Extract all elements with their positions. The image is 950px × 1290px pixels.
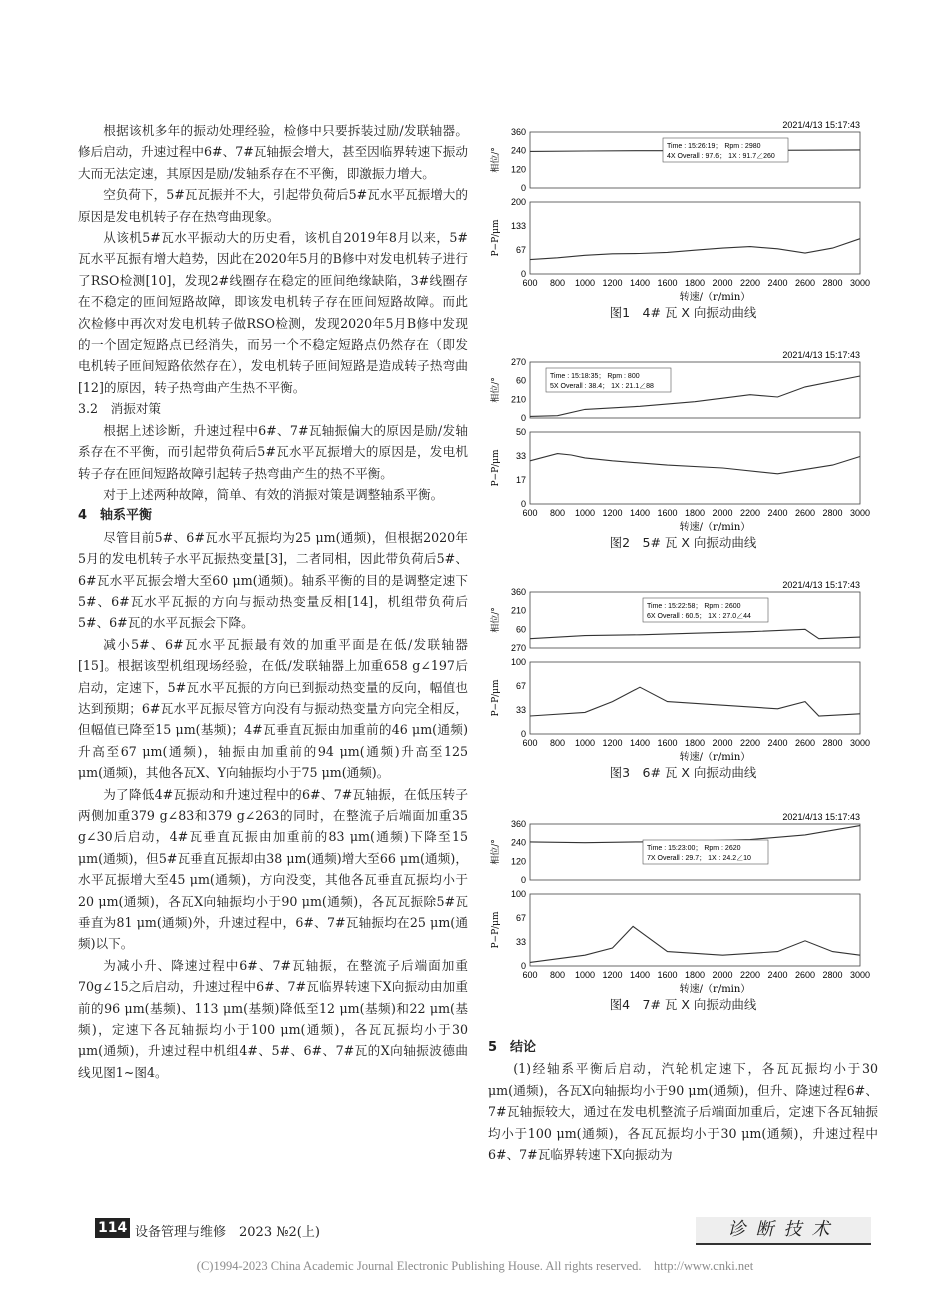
amplitude-line xyxy=(530,454,860,474)
copyright: (C)1994-2023 China Academic Journal Electronic Publishing House. All rights reserved. http://www.cnki.net xyxy=(196,1259,754,1273)
amplitude-line xyxy=(530,687,860,716)
x-tick-label: 1800 xyxy=(684,970,706,980)
x-tick-label: 2000 xyxy=(712,508,733,518)
amplitude-tick-label: 17 xyxy=(515,475,526,485)
paragraph: 为减小升、降速过程中6#、7#瓦轴振，在整流子后端面加重70g∠15之后启动，升速过程中6#、7#瓦临界转速下X向振动由加重前的96 μm(基频)、113 μm(基频)降低至12 μm(基频)和22 μm(基频)，定速下各瓦轴振均小于100 μm(通频)，各瓦瓦振均小于30 μm(通频)，升速过程中机组4#、5#、6#、7#瓦的X向轴振波德曲线见图1~图4。 xyxy=(78,957,468,1080)
timestamp: 2021/4/13 15:17:43 xyxy=(782,120,860,130)
x-tick-label: 600 xyxy=(522,970,538,980)
paragraph: 空负荷下，5#瓦瓦振并不大，引起带负荷后5#瓦水平瓦振增大的原因是发电机转子存在热弯曲现象。 xyxy=(78,187,468,224)
x-tick-label: 600 xyxy=(522,508,538,518)
x-tick-label: 2800 xyxy=(822,278,843,288)
figure-2 xyxy=(488,348,878,551)
x-tick-label: 1200 xyxy=(602,508,623,518)
amplitude-tick-label: 100 xyxy=(510,657,526,667)
phase-axis-label: 相位/° xyxy=(491,147,501,173)
x-tick-label: 1600 xyxy=(657,738,678,748)
phase-axis-label: 相位/° xyxy=(491,377,501,403)
phase-axis-label: 相位/° xyxy=(491,607,501,633)
x-axis-label: 转速/（r/min） xyxy=(679,292,751,303)
x-tick-label: 2800 xyxy=(822,508,843,518)
timestamp: 2021/4/13 15:17:43 xyxy=(782,580,860,590)
info-line: Time : 15:18:35； Rpm : 800 xyxy=(550,373,640,380)
amplitude-panel-frame xyxy=(530,662,860,734)
phase-tick-label: 210 xyxy=(510,394,526,405)
phase-tick-label: 120 xyxy=(510,164,526,175)
x-axis-label: 转速/（r/min） xyxy=(679,522,751,533)
info-line: Time : 15:23:00； Rpm : 2620 xyxy=(647,845,741,852)
page-number: 114 xyxy=(95,1218,130,1238)
x-tick-label: 1000 xyxy=(574,970,596,980)
x-tick-label: 1200 xyxy=(602,970,623,980)
figure-3-chart xyxy=(488,578,878,763)
x-tick-label: 1800 xyxy=(684,738,706,748)
amplitude-panel-frame xyxy=(530,894,860,966)
journal-name: 设备管理与维修 2023 №2(上) xyxy=(135,1225,320,1240)
x-tick-label: 1800 xyxy=(684,278,706,288)
info-line: 4X Overall : 97.6； 1X : 91.7∠260 xyxy=(667,153,775,160)
phase-tick-label: 210 xyxy=(510,605,526,616)
right-column-text xyxy=(488,1037,878,1165)
x-tick-label: 1800 xyxy=(684,508,706,518)
x-tick-label: 2200 xyxy=(739,278,761,288)
amplitude-tick-label: 133 xyxy=(510,221,526,231)
x-tick-label: 2600 xyxy=(794,970,816,980)
info-line: Time : 15:22:58； Rpm : 2600 xyxy=(647,603,741,610)
x-tick-label: 1000 xyxy=(574,278,596,288)
x-tick-label: 2000 xyxy=(712,970,733,980)
phase-tick-label: 0 xyxy=(520,413,526,423)
phase-tick-label: 0 xyxy=(520,183,526,193)
x-tick-label: 800 xyxy=(549,970,566,980)
paragraph: 从该机5#瓦水平振动大的历史看，该机自2019年8月以来，5#瓦水平瓦振有增大趋势，因此在2020年5月的B修中对发电机转子进行了RSO检测[10]，发现2#线圈存在稳定的匝间绝缘缺陷，3#线圈存在不稳定的匝间短路故障，即该发电机转子存在匝间短路故障。而此次检修中再次对发电机转子做RSO检测，发现2020年5月B修中发现的一个固定短路点已经消失，而另一个不稳定短路点仍然存在（即发电机转子匝间短路依然存在），发电机转子匝间短路是造成转子热弯曲[12]的原因，转子热弯曲产生热不平衡。 xyxy=(78,230,468,395)
amplitude-tick-label: 33 xyxy=(515,451,526,461)
x-tick-label: 2000 xyxy=(712,278,733,288)
x-tick-label: 2400 xyxy=(767,970,788,980)
figure-caption: 图3 6# 瓦 X 向振动曲线 xyxy=(609,765,757,780)
amplitude-tick-label: 67 xyxy=(515,245,526,255)
amplitude-tick-label: 0 xyxy=(520,961,526,971)
amplitude-panel-frame xyxy=(530,202,860,274)
figure-4-chart xyxy=(488,810,878,995)
figure-3 xyxy=(488,578,878,781)
paragraph: (1)经轴系平衡后启动，汽轮机定速下，各瓦瓦振均小于30 μm(通频)，各瓦X向轴振均小于90 μm(通频)，但升、降速过程6#、7#瓦轴振较大，通过在发电机整流子后端面加重后，定速下各瓦轴振均小于100 μm(通频)，各瓦瓦振均小于30 μm(通频)，升速过程中6#、7#瓦临界转速下X向振动为 xyxy=(488,1061,878,1163)
info-line: Time : 15:26:19； Rpm : 2980 xyxy=(667,143,761,150)
x-tick-label: 1000 xyxy=(574,508,596,518)
x-tick-label: 2600 xyxy=(794,738,816,748)
x-tick-label: 1200 xyxy=(602,278,623,288)
paragraph: 为了降低4#瓦振动和升速过程中的6#、7#瓦轴振，在低压转子两侧加重379 g∠83和379 g∠263的同时，在整流子后端面加重35 g∠30后启动，4#瓦垂直瓦振由加重前的83 μm(通频)下降至15 μm(通频)，但5#瓦垂直瓦振却由38 μm(通频)增大至66 μm(通频)，水平瓦振增大至45 μm(通频)，方向没变，其他各瓦垂直瓦振均小于20 μm(通频)，各瓦X向轴振均小于90 μm(通频)，各瓦瓦振除5#瓦垂直为81 μm(通频)外，升速过程中，6#、7#瓦轴振均在25 μm(通频)以下。 xyxy=(78,786,468,952)
x-tick-label: 3000 xyxy=(849,738,871,748)
x-tick-label: 1600 xyxy=(657,278,678,288)
x-tick-label: 1400 xyxy=(629,970,651,980)
phase-tick-label: 360 xyxy=(510,127,526,137)
phase-tick-label: 240 xyxy=(510,837,526,848)
x-tick-label: 3000 xyxy=(849,278,871,288)
x-tick-label: 2600 xyxy=(794,278,816,288)
amplitude-tick-label: 33 xyxy=(515,705,526,715)
x-tick-label: 3000 xyxy=(849,970,871,980)
figure-caption: 图4 7# 瓦 X 向振动曲线 xyxy=(609,997,757,1012)
x-tick-label: 3000 xyxy=(849,508,871,518)
x-tick-label: 2400 xyxy=(767,508,788,518)
figure-caption: 图1 4# 瓦 X 向振动曲线 xyxy=(609,305,757,320)
amplitude-tick-label: 50 xyxy=(515,427,526,437)
paragraph: 尽管目前5#、6#瓦水平瓦振均为25 μm(通频)，但根据2020年5月的发电机转子水平瓦振热变量[3]，二者同相，因此带负荷后5#、6#瓦水平瓦振会增大至60 μm(通频)。轴系平衡的目的是调整定速下5#、6#瓦水平瓦振的方向与振动热变量反相[14]，机组带负荷后5#、6#瓦的水平瓦振会下降。 xyxy=(78,529,468,631)
x-tick-label: 800 xyxy=(549,508,566,518)
info-line: 7X Overall : 29.7； 1X : 24.2∠10 xyxy=(647,855,751,862)
x-tick-label: 2800 xyxy=(822,970,843,980)
x-tick-label: 1400 xyxy=(629,738,651,748)
amplitude-tick-label: 0 xyxy=(520,499,526,509)
amplitude-line xyxy=(530,239,860,260)
amplitude-tick-label: 0 xyxy=(520,729,526,739)
phase-tick-label: 60 xyxy=(515,624,526,635)
section-label: 诊断技术 xyxy=(696,1217,871,1245)
timestamp: 2021/4/13 15:17:43 xyxy=(782,812,860,822)
figure-caption: 图2 5# 瓦 X 向振动曲线 xyxy=(609,535,757,550)
x-tick-label: 2200 xyxy=(739,508,761,518)
phase-tick-label: 120 xyxy=(510,856,526,867)
x-tick-label: 2200 xyxy=(739,970,761,980)
x-tick-label: 1200 xyxy=(602,738,623,748)
x-tick-label: 600 xyxy=(522,278,538,288)
x-tick-label: 800 xyxy=(549,738,566,748)
amplitude-axis-label: P−P/μm xyxy=(491,679,501,717)
left-column xyxy=(78,120,468,1083)
phase-tick-label: 270 xyxy=(510,357,526,367)
x-tick-label: 1000 xyxy=(574,738,596,748)
phase-tick-label: 60 xyxy=(515,375,526,386)
info-line: 6X Overall : 60.5； 1X : 27.0∠44 xyxy=(647,613,751,620)
x-axis-label: 转速/（r/min） xyxy=(679,752,751,763)
amplitude-tick-label: 200 xyxy=(510,197,526,207)
paragraph: 减小5#、6#瓦水平瓦振最有效的加重平面是在低/发联轴器[15]。根据该型机组现场经验，在低/发联轴器上加重658 g∠197后启动，定速下，5#瓦水平瓦振的方向已到振动热变量的反向，幅值也达到预期；6#瓦水平瓦振尽管方向没有与振动热变量方向完全相反，但幅值已降至15 μm(基频)；4#瓦垂直瓦振由加重前的46 μm(通频)升高至67 μm(通频)，轴振由加重前的94 μm(通频)升高至125 μm(通频)，其他各瓦X、Y向轴振均小于75 μm(通频)。 xyxy=(78,636,468,781)
figure-4 xyxy=(488,810,878,1013)
phase-tick-label: 240 xyxy=(510,145,526,156)
phase-tick-label: 0 xyxy=(520,875,526,885)
amplitude-axis-label: P−P/μm xyxy=(491,911,501,949)
figure-1 xyxy=(488,118,878,321)
info-line: 5X Overall : 38.4； 1X : 21.1∠88 xyxy=(550,383,654,390)
x-tick-label: 1400 xyxy=(629,508,651,518)
x-tick-label: 1600 xyxy=(657,508,678,518)
x-tick-label: 2400 xyxy=(767,278,788,288)
phase-tick-label: 360 xyxy=(510,587,526,597)
phase-line xyxy=(530,629,860,638)
amplitude-axis-label: P−P/μm xyxy=(491,449,501,487)
x-tick-label: 2200 xyxy=(739,738,761,748)
amplitude-line xyxy=(530,926,860,962)
x-tick-label: 600 xyxy=(522,738,538,748)
phase-tick-label: 360 xyxy=(510,819,526,829)
paragraph: 对于上述两种故障，简单、有效的消振对策是调整轴系平衡。 xyxy=(103,486,444,502)
figure-2-chart xyxy=(488,348,878,533)
amplitude-tick-label: 33 xyxy=(515,937,526,947)
phase-axis-label: 相位/° xyxy=(491,839,501,865)
paragraph: 根据上述诊断，升速过程中6#、7#瓦轴振偏大的原因是励/发轴系存在不平衡，而引起带负荷后5#瓦水平瓦振增大的原因是，发电机转子存在匝间短路故障引起转子热弯曲产生的热不平衡。 xyxy=(78,422,468,481)
x-axis-label: 转速/（r/min） xyxy=(679,984,751,995)
amplitude-tick-label: 0 xyxy=(520,269,526,279)
amplitude-tick-label: 100 xyxy=(510,889,526,899)
amplitude-tick-label: 67 xyxy=(515,681,526,691)
section-heading: 4 轴系平衡 xyxy=(78,508,153,524)
section-heading: 5 结论 xyxy=(488,1040,537,1055)
x-tick-label: 1400 xyxy=(629,278,651,288)
x-tick-label: 2800 xyxy=(822,738,843,748)
x-tick-label: 2600 xyxy=(794,508,816,518)
figure-1-chart xyxy=(488,118,878,303)
phase-tick-label: 270 xyxy=(510,643,526,653)
x-tick-label: 2000 xyxy=(712,738,733,748)
paragraph: 根据该机多年的振动处理经验，检修中只要拆装过励/发联轴器。修后启动，升速过程中6#、7#瓦轴振会增大，甚至因临界转速下振动大而无法定速，其原因是励/发轴系存在不平衡，即激振力增大。 xyxy=(78,123,468,181)
timestamp: 2021/4/13 15:17:43 xyxy=(782,350,860,360)
amplitude-tick-label: 67 xyxy=(515,913,526,923)
section-heading: 3.2 消振对策 xyxy=(78,401,161,417)
x-tick-label: 1600 xyxy=(657,970,678,980)
amplitude-axis-label: P−P/μm xyxy=(491,219,501,257)
x-tick-label: 800 xyxy=(549,278,566,288)
x-tick-label: 2400 xyxy=(767,738,788,748)
